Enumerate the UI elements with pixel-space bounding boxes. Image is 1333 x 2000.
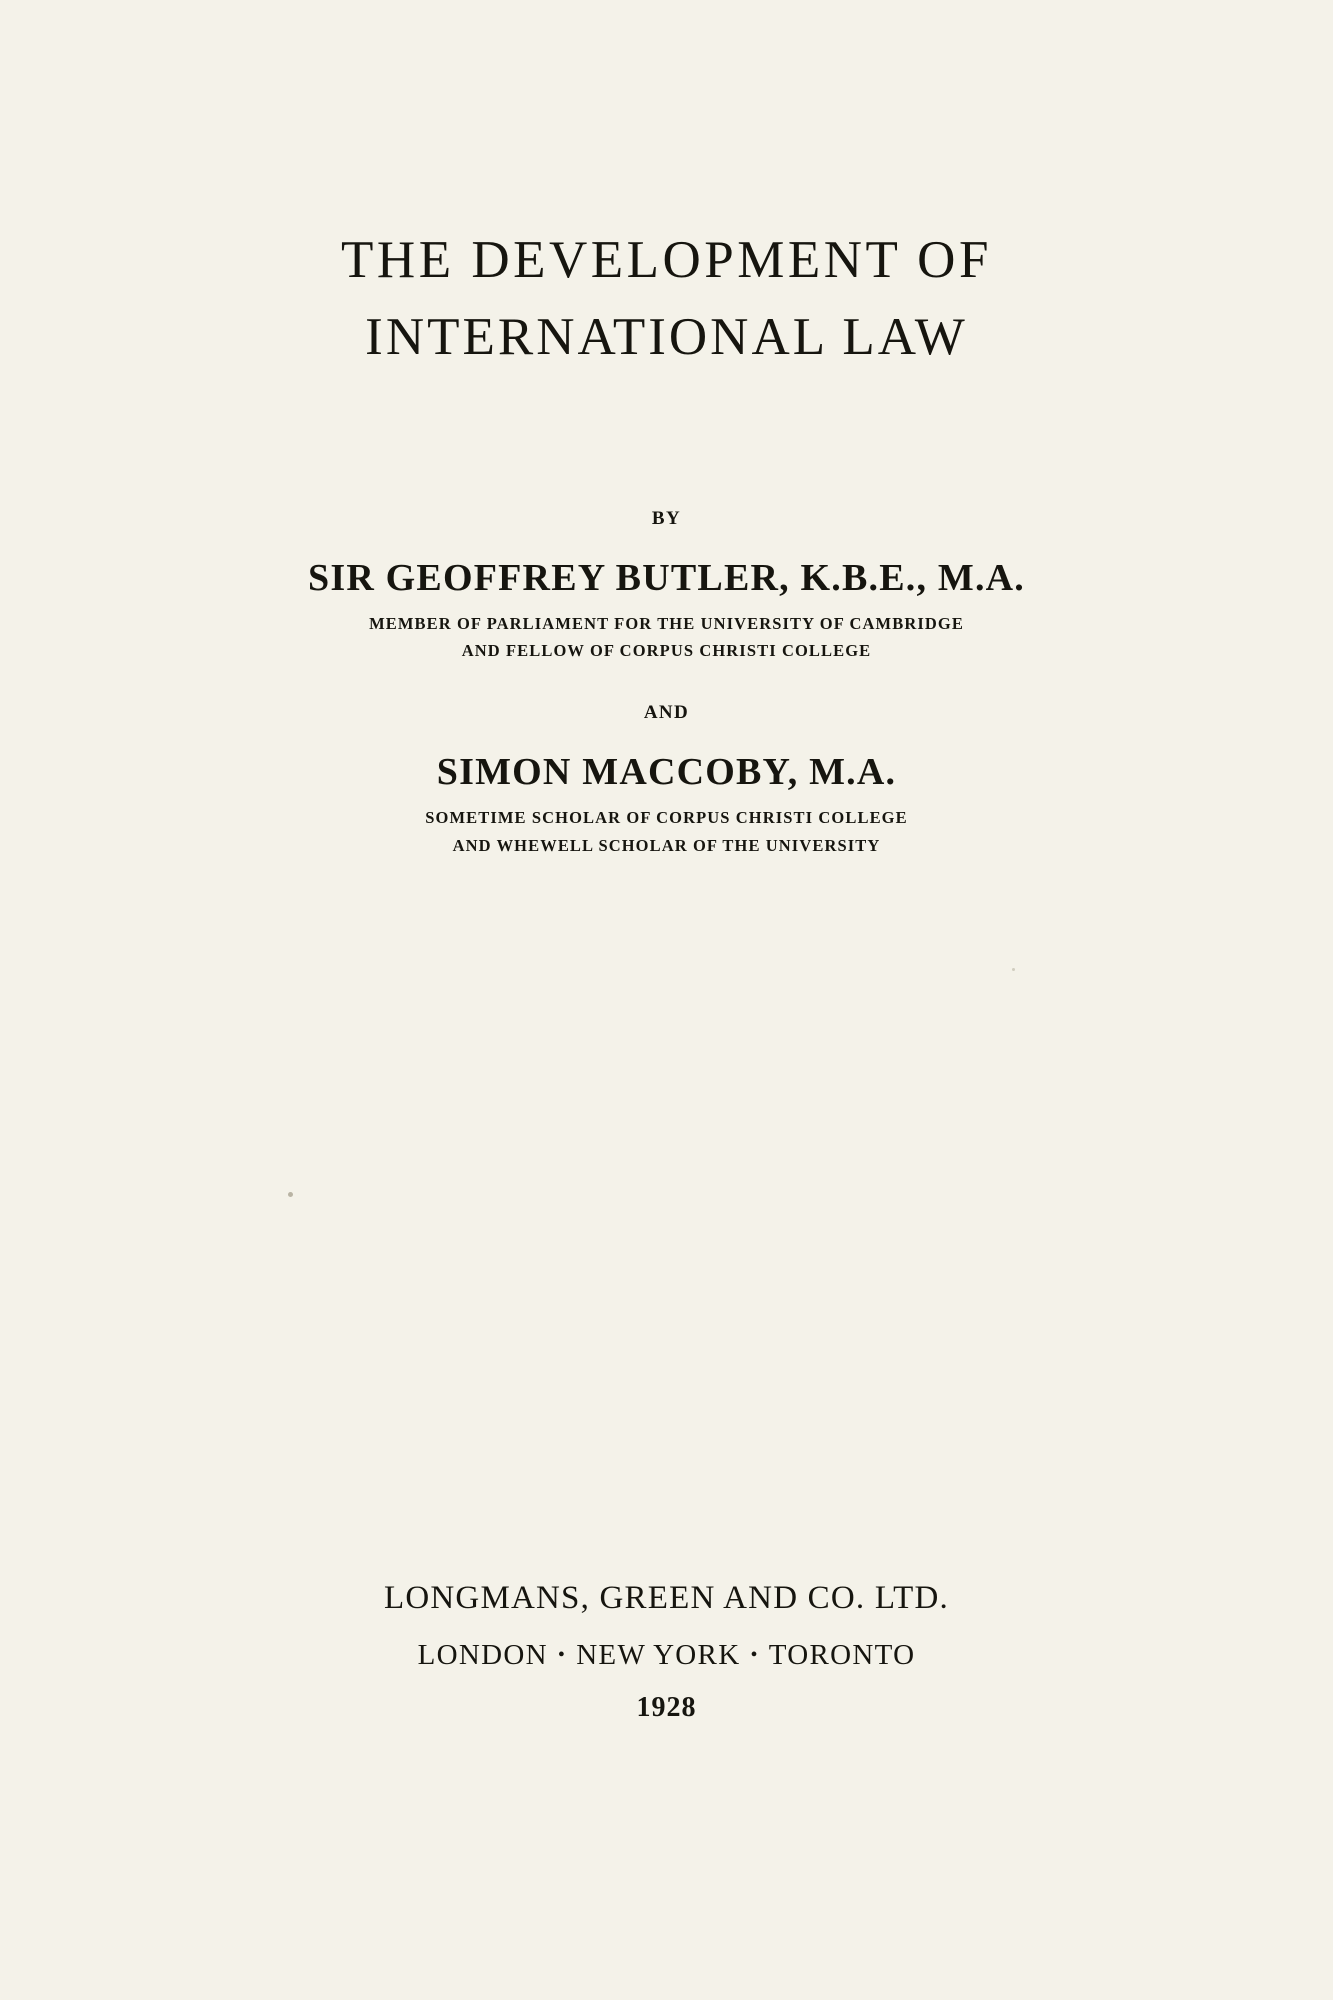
author-affiliation-2-line-2: AND WHEWELL SCHOLAR OF THE UNIVERSITY (452, 835, 881, 855)
title-line-2: INTERNATIONAL LAW (365, 307, 968, 366)
title-line-1: THE DEVELOPMENT OF (341, 231, 992, 289)
by-label: BY (651, 508, 682, 529)
and-label: AND (643, 702, 690, 724)
city-london: LONDON (417, 1639, 548, 1671)
author-name-2: SIMON MACCOBY, M.A. (436, 751, 897, 794)
author-affiliation-2-line-1: SOMETIME SCHOLAR OF CORPUS CHRISTI COLLEGE (425, 808, 908, 828)
paper-speck (1012, 968, 1015, 971)
publisher-cities (0, 1639, 1333, 1672)
city-separator-1: • (557, 1644, 567, 1666)
byline (0, 508, 1333, 859)
author-affiliation-1-line-2: AND FELLOW OF CORPUS CHRISTI COLLEGE (461, 641, 872, 661)
paper-speck (288, 1192, 293, 1197)
book-title (0, 222, 1333, 376)
imprint (0, 1580, 1333, 1724)
city-separator-2: • (750, 1644, 759, 1666)
city-toronto: TORONTO (768, 1639, 916, 1671)
author-name-1: SIR GEOFFREY BUTLER, K.B.E., M.A. (308, 557, 1025, 599)
author-affiliation-1-line-1: MEMBER OF PARLIAMENT FOR THE UNIVERSITY OF CAMBRIDGE (369, 614, 964, 633)
city-new-york: NEW YORK (576, 1639, 741, 1671)
publication-year: 1928 (636, 1692, 697, 1723)
publisher-name: LONGMANS, GREEN AND CO. LTD. (384, 1580, 949, 1616)
